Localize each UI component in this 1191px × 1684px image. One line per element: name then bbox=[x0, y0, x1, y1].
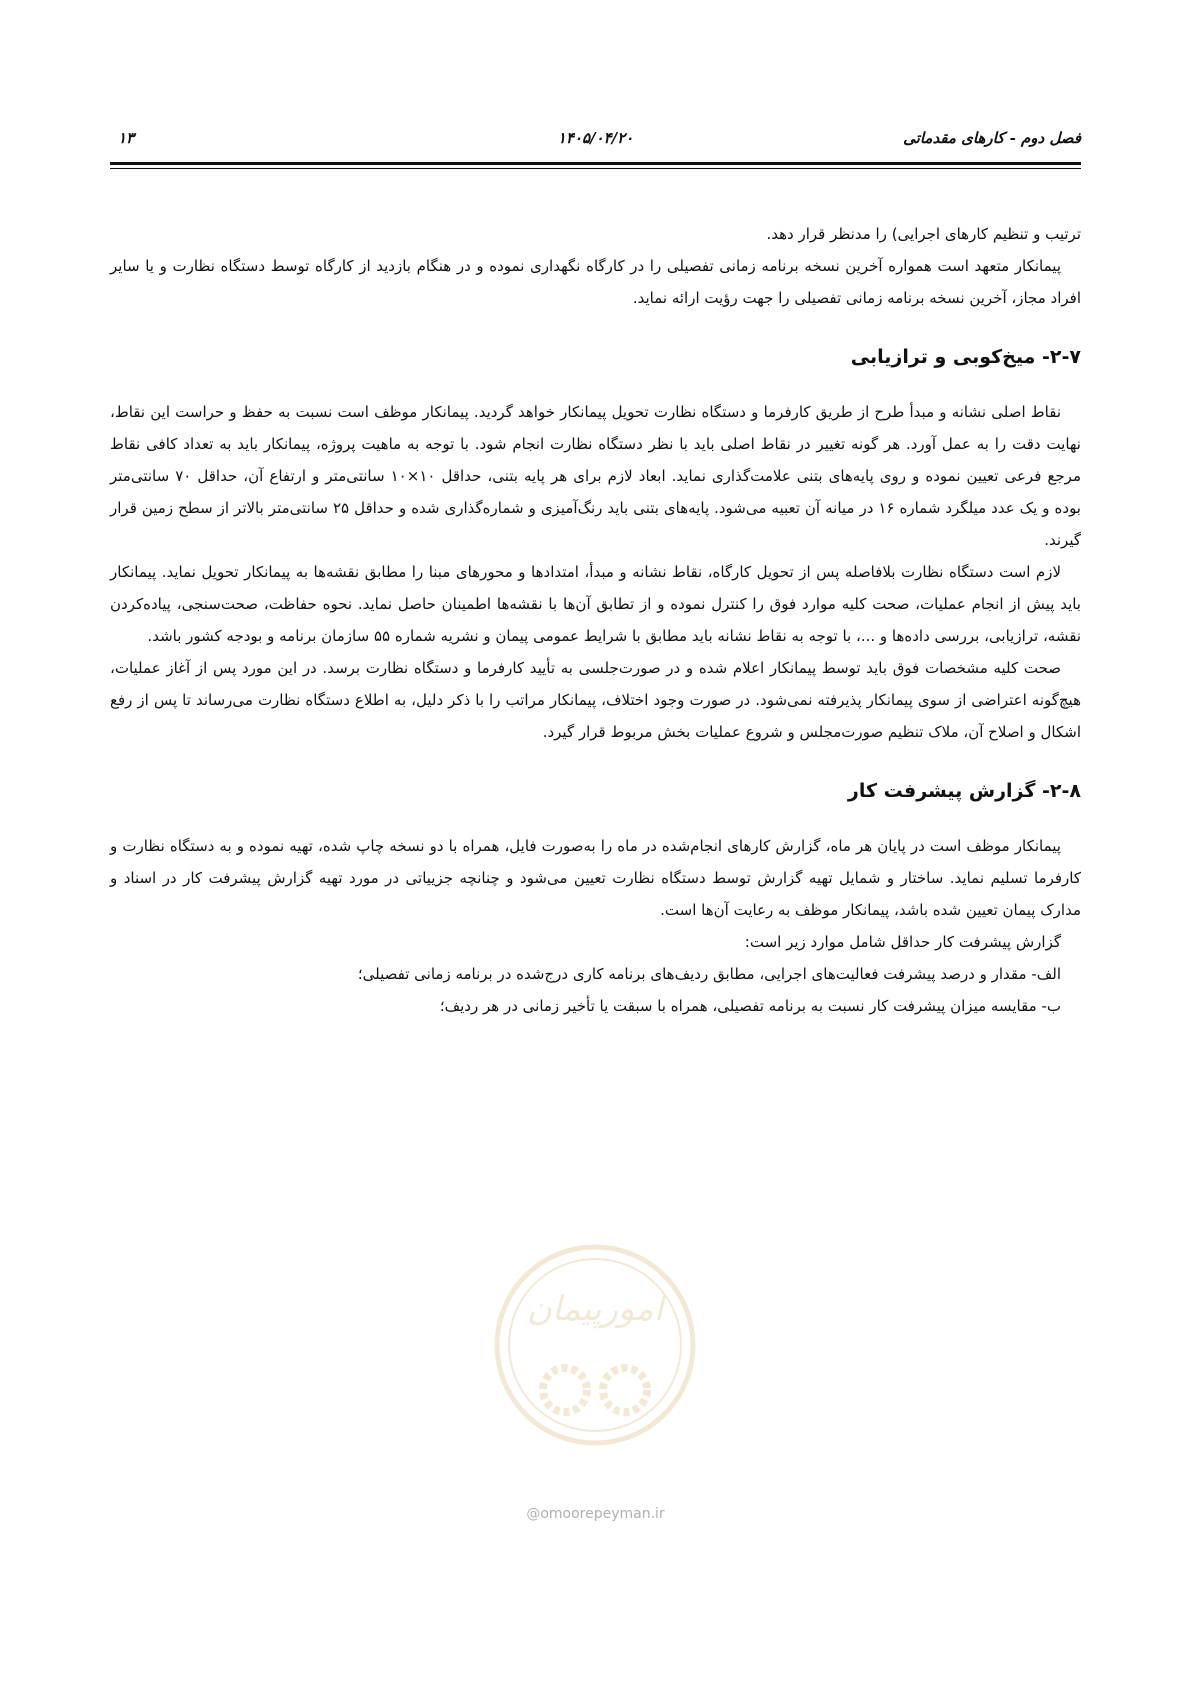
paragraph: پیمانکار متعهد است همواره آخرین نسخه برنامه زمانی تفصیلی را در کارگاه نگهداری نموده و در هنگام بازدید از کارگاه توسط دستگاه نظارت و یا سایر افراد مجاز، آخرین نسخه برنامه زمانی تفصیلی را جهت رؤیت ارائه نماید. bbox=[110, 257, 1081, 307]
watermark-site bbox=[0, 1506, 1191, 1522]
paragraph: ترتیب و تنظیم کارهای اجرایی) را مدنظر قرار دهد. bbox=[766, 225, 1081, 243]
list-item: ب- مقایسه میزان پیشرفت کار نسبت به برنامه تفصیلی، همراه با سبقت یا تأخیر زمانی در هر ردیف؛ bbox=[439, 997, 1061, 1015]
page-number: ۱۳ bbox=[118, 129, 135, 147]
header-rule-thin bbox=[110, 168, 1081, 169]
watermark-site-text: omoorepeyman.ir bbox=[540, 1506, 665, 1522]
watermark-logo-text: امورپیمان bbox=[526, 1289, 664, 1329]
section-heading-8: ۲-۸- گزارش پیشرفت کار bbox=[847, 780, 1081, 802]
at-icon: @ bbox=[526, 1506, 541, 1522]
chapter-title: فصل دوم - کارهای مقدماتی bbox=[903, 129, 1081, 147]
paragraph: لازم است دستگاه نظارت بلافاصله پس از تحویل کارگاه، نقاط نشانه و مبدأ، امتدادها و محورهای مبنا را مطابق نقشه‌ها به پیمانکار تحویل نماید. پیمانکار باید پیش از انجام عملیات، صحت کلیه موارد فوق را کنترل نموده و از تطابق آن‌ها با نقشه‌ها اطمینان حاصل نماید. نحوه حفاظت، صحت‌سنجی، پیاده‌کردن نقشه، ترازیابی، بررسی داده‌ها و ...، با توجه به نقاط نشانه باید مطابق با شرایط عمومی پیمان و نشریه شماره ۵۵ سازمان برنامه و بودجه کشور باشد. bbox=[110, 563, 1081, 645]
header-date: ۱۴۰۵/۰۴/۲۰ bbox=[557, 129, 634, 147]
section-heading-7: ۲-۷- میخ‌کوبی و ترازیابی bbox=[850, 346, 1081, 368]
paragraph: صحت کلیه مشخصات فوق باید توسط پیمانکار اعلام شده و در صورت‌جلسی به تأیید کارفرما و دستگاه نظارت برسد. در این مورد پس از آغاز عملیات، هیچ‌گونه اعتراضی از سوی پیمانکار پذیرفته نمی‌شود. در صورت وجود اختلاف، پیمانکار مراتب را با ذکر دلیل، به اطلاع دستگاه نظارت می‌رساند تا پس از رفع اشکال و اصلاح آن، ملاک تنظیم صورت‌مجلس و شروع عملیات بخش مربوط قرار گیرد. bbox=[110, 659, 1081, 741]
list-item: الف- مقدار و درصد پیشرفت فعالیت‌های اجرایی، مطابق ردیف‌های برنامه کاری درج‌شده در برنامه زمانی تفصیلی؛ bbox=[357, 965, 1061, 983]
watermark-logo-icon bbox=[470, 1240, 720, 1450]
paragraph: پیمانکار موظف است در پایان هر ماه، گزارش کارهای انجام‌شده در ماه را به‌صورت فایل، همراه با دو نسخه چاپ شده، تهیه نموده و به دستگاه نظارت و کارفرما تسلیم نماید. ساختار و شمایل تهیه گزارش توسط دستگاه نظارت تعیین می‌شود و چنانچه جزییاتی در مورد تهیه گزارش پیشرفت کار در اسناد و مدارک پیمان تعیین شده باشد، پیمانکار موظف به رعایت آن‌ها است. bbox=[110, 837, 1081, 919]
page-content bbox=[110, 218, 1081, 1022]
header-rule-thick bbox=[110, 162, 1081, 165]
paragraph: نقاط اصلی نشانه و مبدأ طرح از طریق کارفرما و دستگاه نظارت تحویل پیمانکار خواهد گردید. پیمانکار موظف است نسبت به حفظ و حراست این نقاط، نهایت دقت را به عمل آورد. هر گونه تغییر در نقاط اصلی باید با نظر دستگاه نظارت انجام شود. با توجه به ماهیت پروژه، پیمانکار باید به تعداد کافی نقاط مرجع فرعی تعیین نموده و روی پایه‌های بتنی علامت‌گذاری نماید. ابعاد لازم برای هر پایه بتنی، حداقل ۱۰×۱۰ سانتی‌متر و ارتفاع آن، حداقل ۷۰ سانتی‌متر بوده و یک عدد میلگرد شماره ۱۶ در میانه آن تعبیه می‌شود. پایه‌های بتنی باید رنگ‌آمیزی و شماره‌گذاری شده و حداقل ۲۵ سانتی‌متر بالاتر از سطح زمین قرار گیرند. bbox=[110, 403, 1081, 549]
page-header bbox=[110, 128, 1081, 156]
paragraph: گزارش پیشرفت کار حداقل شامل موارد زیر است: bbox=[744, 933, 1061, 951]
